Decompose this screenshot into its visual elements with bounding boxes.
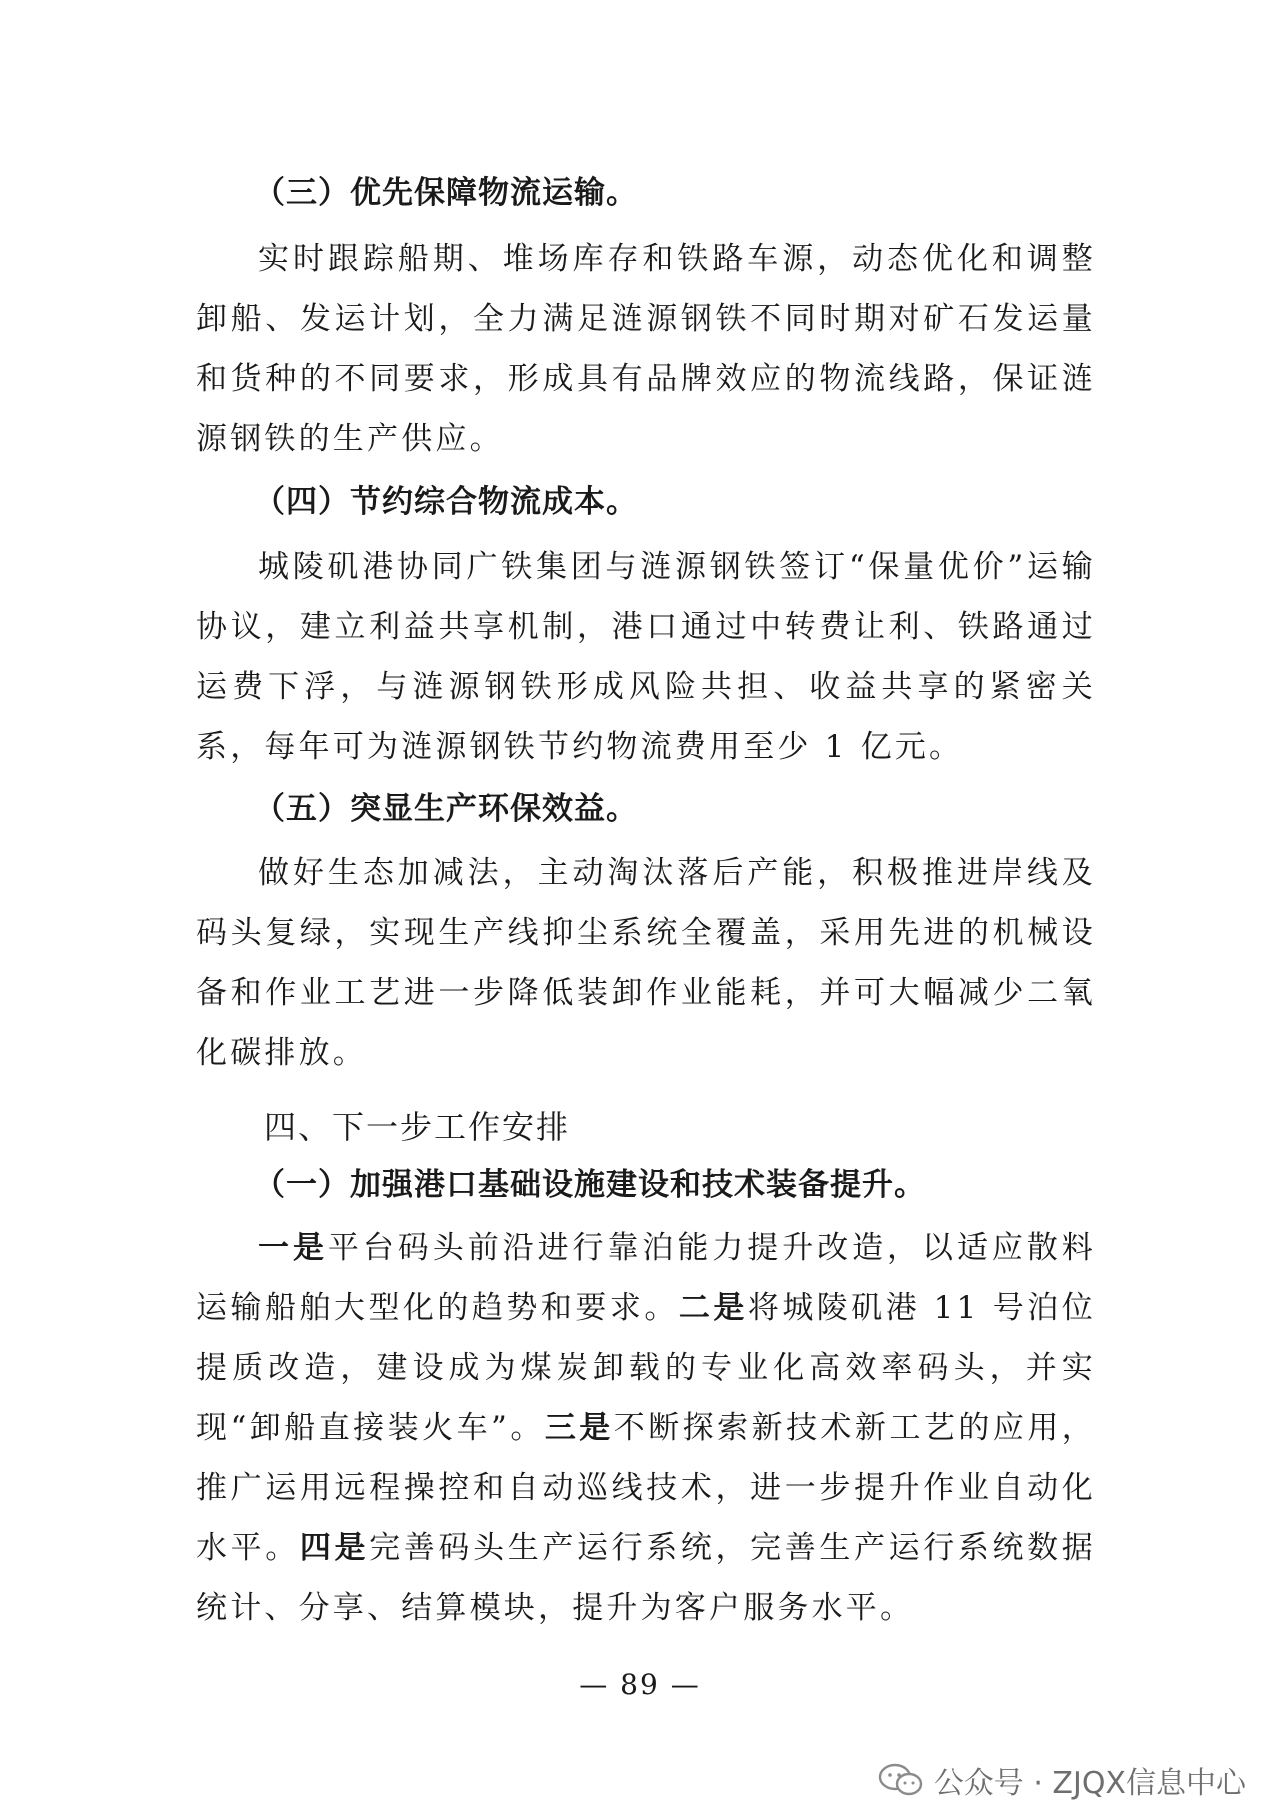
- paragraph-wu: 做好生态加减法，主动淘汰落后产能，积极推进岸线及码头复绿，实现生产线抑尘系统全覆盖，采用先进的机械设备和作业工艺进一步降低装卸作业能耗，并可大幅减少二氧化碳排放。: [196, 855, 1096, 1071]
- lead-fourth: 四是: [299, 1530, 370, 1566]
- text-third: 不断探索新技术新工艺的应用，推广运用远程操控和自动巡线技术，进一步提升作业自动化水平。: [196, 1410, 1096, 1566]
- lead-second: 二是: [678, 1290, 748, 1326]
- text-first: 平台码头前沿进行靠泊能力提升改造，以适应散料运输船舶大型化的趋势和要求。: [196, 1230, 1096, 1326]
- document-body: [196, 163, 1096, 1638]
- watermark-text: 公众号 · ZJQX信息中心: [933, 1766, 1246, 1801]
- subheading-wu: （五）突显生产环保效益。: [254, 791, 638, 827]
- subheading-san: （三）优先保障物流运输。: [254, 175, 638, 211]
- subheading-si: （四）节约综合物流成本。: [254, 484, 638, 520]
- subheading-yi: （一）加强港口基础设施建设和技术装备提升。: [254, 1167, 926, 1203]
- paragraph-yi: [196, 1218, 1096, 1638]
- section-four-title: 四、下一步工作安排: [264, 1108, 571, 1146]
- paragraph-si: 城陵矶港协同广铁集团与涟源钢铁签订“保量优价”运输协议，建立利益共享机制，港口通过中转费让利、铁路通过运费下浮，与涟源钢铁形成风险共担、收益共享的紧密关系，每年可为涟源钢铁节约物流费用至少 1 亿元。: [196, 549, 1096, 765]
- wechat-icon: [878, 1762, 924, 1798]
- lead-first: 一是: [258, 1230, 328, 1266]
- lead-third: 三是: [544, 1410, 614, 1446]
- watermark: [878, 1758, 1246, 1802]
- text-fourth: 完善码头生产运行系统，完善生产运行系统数据统计、分享、结算模块，提升为客户服务水平。: [196, 1530, 1096, 1626]
- paragraph-san: 实时跟踪船期、堆场库存和铁路车源，动态优化和调整卸船、发运计划，全力满足涟源钢铁不同时期对矿石发运量和货种的不同要求，形成具有品牌效应的物流线路，保证涟源钢铁的生产供应。: [196, 241, 1096, 457]
- page-number: — 89 —: [579, 1668, 701, 1701]
- text-second: 将城陵矶港 11 号泊位提质改造，建设成为煤炭卸载的专业化高效率码头，并实现“卸船直接装火车”。: [196, 1290, 1096, 1446]
